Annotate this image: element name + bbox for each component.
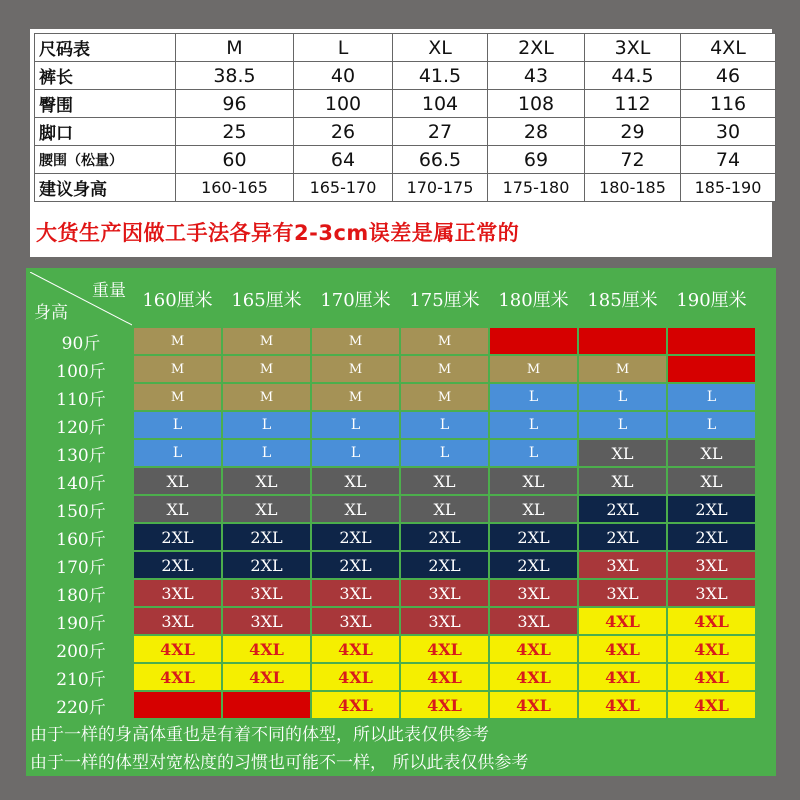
size-row-waist — [35, 146, 776, 174]
size-cell: 4XL — [579, 664, 666, 690]
size-row-label: 裤长 — [35, 62, 176, 90]
size-cell: 3XL — [134, 580, 221, 606]
size-cell: 2XL — [401, 524, 488, 550]
height-header: 185厘米 — [579, 272, 666, 326]
size-cell: 4XL — [579, 692, 666, 718]
size-cell: L — [668, 412, 755, 438]
unavailable-cell — [490, 328, 577, 354]
size-cell: 4XL — [490, 692, 577, 718]
size-row-length — [35, 62, 776, 90]
grid-row — [30, 552, 755, 578]
size-cell: M — [579, 356, 666, 382]
size-cell: 2XL — [134, 524, 221, 550]
size-value: 165-170 — [294, 174, 393, 202]
grid-row — [30, 328, 755, 354]
size-cell: M — [312, 328, 399, 354]
size-value: 100 — [294, 90, 393, 118]
size-cell: 4XL — [134, 664, 221, 690]
size-value: 64 — [294, 146, 393, 174]
size-value: 27 — [393, 118, 488, 146]
grid-row — [30, 664, 755, 690]
height-axis-label: 身高 — [34, 303, 68, 323]
grid-row — [30, 384, 755, 410]
size-chart-table — [34, 33, 776, 202]
size-cell: M — [223, 384, 310, 410]
height-header: 175厘米 — [401, 272, 488, 326]
size-cell: L — [223, 412, 310, 438]
size-cell: 3XL — [223, 608, 310, 634]
size-row-label: 脚口 — [35, 118, 176, 146]
size-cell: L — [134, 412, 221, 438]
size-row-label: 臀围 — [35, 90, 176, 118]
size-cell: 4XL — [668, 608, 755, 634]
size-cell: L — [668, 384, 755, 410]
size-cell: 4XL — [401, 692, 488, 718]
size-cell: 3XL — [579, 580, 666, 606]
size-cell: 3XL — [312, 580, 399, 606]
size-cell: M — [401, 384, 488, 410]
height-header: 170厘米 — [312, 272, 399, 326]
grid-row — [30, 412, 755, 438]
weight-label: 160斤 — [30, 524, 132, 550]
weight-label: 150斤 — [30, 496, 132, 522]
grid-corner-cell — [30, 272, 132, 326]
size-value: 104 — [393, 90, 488, 118]
weight-label: 130斤 — [30, 440, 132, 466]
weight-label: 120斤 — [30, 412, 132, 438]
size-value: 74 — [681, 146, 776, 174]
size-row-hem — [35, 118, 776, 146]
size-value: 185-190 — [681, 174, 776, 202]
size-value: 180-185 — [585, 174, 681, 202]
size-value: 29 — [585, 118, 681, 146]
size-value: 28 — [488, 118, 585, 146]
size-cell: 2XL — [134, 552, 221, 578]
size-value: 25 — [176, 118, 294, 146]
size-cell: XL — [134, 496, 221, 522]
size-cell: 4XL — [668, 636, 755, 662]
weight-label: 190斤 — [30, 608, 132, 634]
size-cell: M — [134, 384, 221, 410]
size-cell: 3XL — [134, 608, 221, 634]
weight-label: 100斤 — [30, 356, 132, 382]
size-cell: 3XL — [490, 608, 577, 634]
size-value: 30 — [681, 118, 776, 146]
size-cell: 4XL — [668, 664, 755, 690]
size-cell: L — [223, 440, 310, 466]
size-cell: 4XL — [668, 692, 755, 718]
size-row-label: 腰围（松量） — [35, 146, 176, 174]
size-cell: XL — [401, 468, 488, 494]
size-cell: 4XL — [223, 636, 310, 662]
weight-label: 210斤 — [30, 664, 132, 690]
size-value: 160-165 — [176, 174, 294, 202]
weight-label: 170斤 — [30, 552, 132, 578]
size-cell: L — [312, 412, 399, 438]
footer-note-2: 由于一样的体型对宽松度的习惯也可能不一样， 所以此表仅供参考 — [30, 753, 529, 773]
size-cell: L — [490, 384, 577, 410]
size-value: 116 — [681, 90, 776, 118]
size-value: 41.5 — [393, 62, 488, 90]
size-cell: XL — [668, 440, 755, 466]
size-cell: L — [579, 412, 666, 438]
weight-label: 200斤 — [30, 636, 132, 662]
recommendation-grid — [28, 270, 757, 720]
grid-row — [30, 692, 755, 718]
size-value: 69 — [488, 146, 585, 174]
size-value: 26 — [294, 118, 393, 146]
size-cell: L — [134, 440, 221, 466]
size-cell: 4XL — [401, 636, 488, 662]
size-cell: 3XL — [579, 552, 666, 578]
size-value: 170-175 — [393, 174, 488, 202]
size-cell: XL — [312, 468, 399, 494]
size-cell: XL — [134, 468, 221, 494]
unavailable-cell — [668, 356, 755, 382]
size-header-2xl: 2XL — [488, 34, 585, 62]
grid-row — [30, 580, 755, 606]
size-cell: 2XL — [490, 552, 577, 578]
size-row-height — [35, 174, 776, 202]
size-cell: XL — [490, 468, 577, 494]
size-value: 46 — [681, 62, 776, 90]
grid-row — [30, 608, 755, 634]
size-cell: 4XL — [579, 608, 666, 634]
unavailable-cell — [223, 692, 310, 718]
size-cell: L — [579, 384, 666, 410]
size-cell: XL — [579, 468, 666, 494]
size-cell: L — [401, 412, 488, 438]
size-header-4xl: 4XL — [681, 34, 776, 62]
weight-label: 220斤 — [30, 692, 132, 718]
weight-label: 180斤 — [30, 580, 132, 606]
size-cell: 2XL — [490, 524, 577, 550]
size-cell: 2XL — [312, 552, 399, 578]
height-header: 190厘米 — [668, 272, 755, 326]
tolerance-note: 大货生产因做工手法各异有2-3cm误差是属正常的 — [36, 221, 520, 245]
height-header: 160厘米 — [134, 272, 221, 326]
size-row-label: 建议身高 — [35, 174, 176, 202]
size-value: 175-180 — [488, 174, 585, 202]
size-value: 60 — [176, 146, 294, 174]
size-cell: L — [490, 412, 577, 438]
size-cell: 4XL — [223, 664, 310, 690]
size-cell: 2XL — [579, 496, 666, 522]
size-cell: 4XL — [490, 636, 577, 662]
unavailable-cell — [134, 692, 221, 718]
size-cell: 4XL — [312, 636, 399, 662]
size-cell: M — [223, 328, 310, 354]
size-cell: M — [490, 356, 577, 382]
size-cell: M — [401, 356, 488, 382]
size-cell: 3XL — [312, 608, 399, 634]
size-cell: XL — [579, 440, 666, 466]
unavailable-cell — [579, 328, 666, 354]
unavailable-cell — [668, 328, 755, 354]
size-cell: 2XL — [223, 552, 310, 578]
size-cell: 4XL — [312, 664, 399, 690]
grid-row — [30, 636, 755, 662]
size-value: 108 — [488, 90, 585, 118]
size-cell: 3XL — [668, 580, 755, 606]
size-cell: M — [134, 356, 221, 382]
size-cell: M — [134, 328, 221, 354]
size-cell: 3XL — [668, 552, 755, 578]
weight-label: 90斤 — [30, 328, 132, 354]
size-value: 38.5 — [176, 62, 294, 90]
size-chart-header-row — [35, 34, 776, 62]
grid-row — [30, 468, 755, 494]
size-cell: XL — [401, 496, 488, 522]
size-value: 72 — [585, 146, 681, 174]
size-value: 96 — [176, 90, 294, 118]
size-cell: 3XL — [490, 580, 577, 606]
size-cell: 3XL — [401, 580, 488, 606]
size-cell: 2XL — [668, 524, 755, 550]
weight-label: 140斤 — [30, 468, 132, 494]
size-cell: 2XL — [668, 496, 755, 522]
size-cell: XL — [223, 496, 310, 522]
height-header: 165厘米 — [223, 272, 310, 326]
size-chart-title: 尺码表 — [35, 34, 176, 62]
size-cell: 2XL — [312, 524, 399, 550]
grid-row — [30, 524, 755, 550]
size-cell: 4XL — [134, 636, 221, 662]
size-header-m: M — [176, 34, 294, 62]
size-cell: L — [401, 440, 488, 466]
size-cell: XL — [223, 468, 310, 494]
size-cell: XL — [668, 468, 755, 494]
size-value: 112 — [585, 90, 681, 118]
size-cell: L — [312, 440, 399, 466]
size-cell: 2XL — [579, 524, 666, 550]
size-cell: 4XL — [312, 692, 399, 718]
size-cell: XL — [490, 496, 577, 522]
grid-row — [30, 356, 755, 382]
size-cell: 2XL — [223, 524, 310, 550]
grid-row — [30, 440, 755, 466]
size-cell: M — [223, 356, 310, 382]
size-cell: M — [312, 384, 399, 410]
grid-header-row — [30, 272, 755, 326]
size-header-l: L — [294, 34, 393, 62]
size-cell: 4XL — [579, 636, 666, 662]
size-cell: 3XL — [401, 608, 488, 634]
size-value: 40 — [294, 62, 393, 90]
size-header-xl: XL — [393, 34, 488, 62]
size-cell: 4XL — [490, 664, 577, 690]
size-cell: XL — [312, 496, 399, 522]
size-cell: M — [401, 328, 488, 354]
size-value: 43 — [488, 62, 585, 90]
size-cell: M — [312, 356, 399, 382]
size-row-hip — [35, 90, 776, 118]
weight-axis-label: 重量 — [92, 281, 126, 301]
size-cell: L — [490, 440, 577, 466]
size-cell: 4XL — [401, 664, 488, 690]
size-value: 66.5 — [393, 146, 488, 174]
size-header-3xl: 3XL — [585, 34, 681, 62]
weight-label: 110斤 — [30, 384, 132, 410]
size-value: 44.5 — [585, 62, 681, 90]
height-header: 180厘米 — [490, 272, 577, 326]
grid-row — [30, 496, 755, 522]
size-cell: 3XL — [223, 580, 310, 606]
footer-note-1: 由于一样的身高体重也是有着不同的体型，所以此表仅供参考 — [30, 725, 489, 745]
size-cell: 2XL — [401, 552, 488, 578]
